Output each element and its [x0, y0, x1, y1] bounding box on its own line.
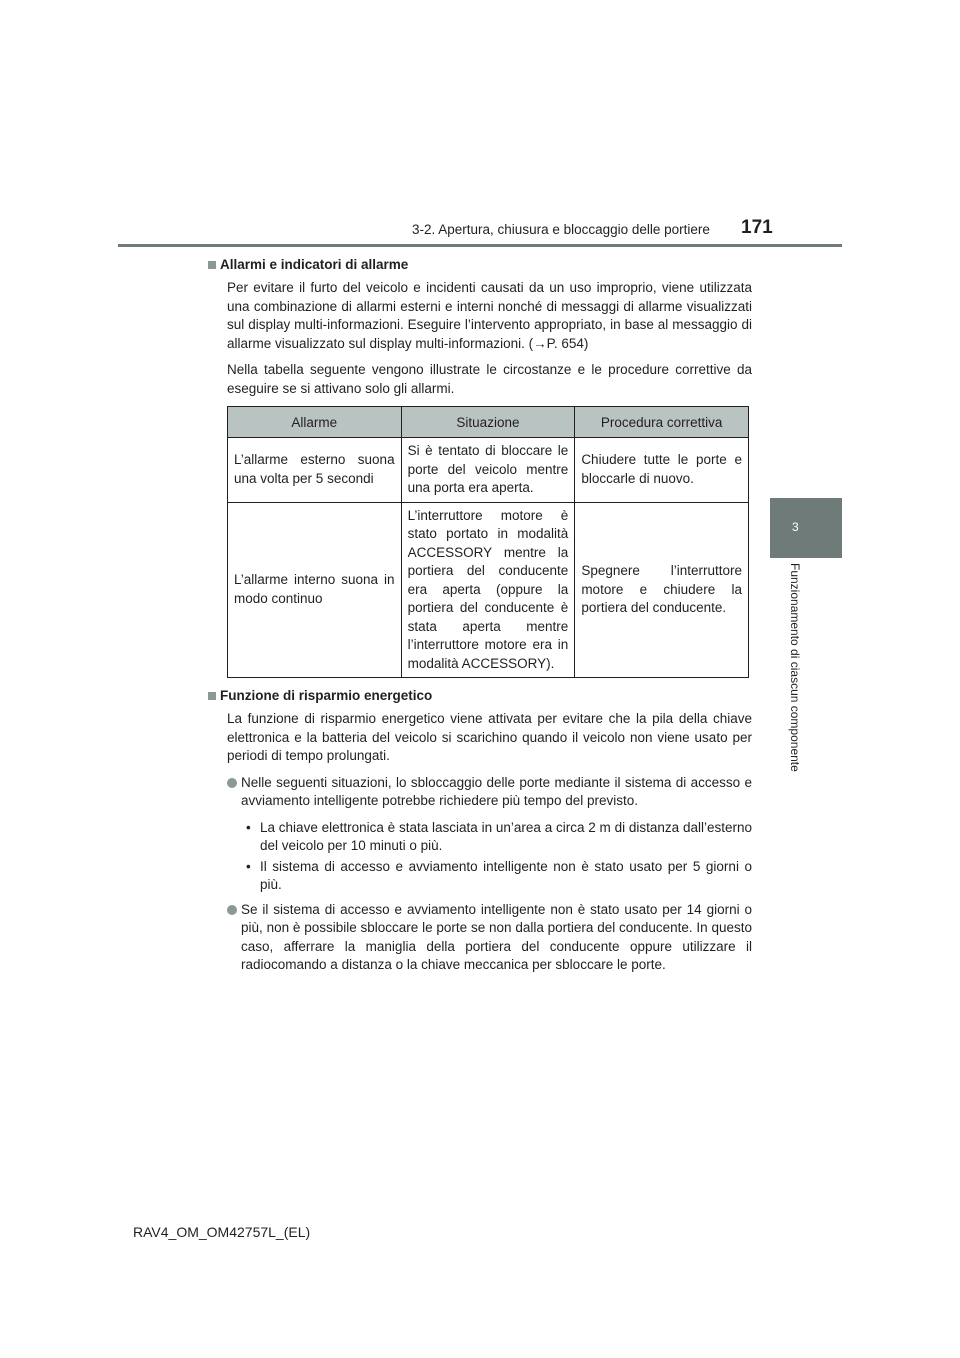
table-cell: L’allarme esterno suona una volta per 5 secondi — [228, 438, 402, 503]
bullet-text: Se il sistema di accesso e avviamento intelligente non è stato usato per 14 giorni o più, non è possibile sbloccare le porte se non dalla portiera del conducente. In questo caso, afferrare la maniglia della portiera del conducente oppure utilizzare il radiocomando a distanza o la chiave meccanica per sbloccare le porte. — [241, 901, 752, 972]
circle-bullet-icon — [227, 778, 237, 788]
alarm-table — [227, 406, 749, 678]
header-section-title: 3-2. Apertura, chiusura e bloccaggio delle portiere — [412, 222, 710, 237]
paragraph: Nella tabella seguente vengono illustrate le circostanze e le procedure correttive da eseguire se si attivano solo gli allarmi. — [227, 362, 752, 396]
chapter-tab — [770, 498, 842, 558]
table-cell: Si è tentato di bloccare le porte del veicolo mentre una porta era aperta. — [401, 438, 575, 503]
list-item — [246, 819, 752, 856]
table-row — [228, 438, 749, 503]
chapter-tab-label-container — [788, 563, 806, 793]
section-heading-text: Funzione di risparmio energetico — [220, 688, 433, 703]
table-cell: L’interruttore motore è stato portato in modalità ACCESSORY mentre la portiera del conducente era aperta (oppure la portiera del conducente è stata aperta mentre l’interruttore motore era in modalità ACCESSORY). — [401, 502, 575, 678]
paragraph: La funzione di risparmio energetico viene attivata per evitare che la pila della chiave elettronica e la batteria del veicolo si scarichino quando il veicolo non viene usato per periodi di tempo prolungati. — [227, 711, 752, 763]
table-header-row — [228, 407, 749, 438]
square-bullet-icon — [208, 692, 216, 700]
bullet-item — [227, 901, 752, 975]
list-item-text: Il sistema di accesso e avviamento intelligente non è stato usato per 5 giorni o più. — [260, 858, 752, 892]
page-number: 171 — [741, 217, 773, 238]
circle-bullet-icon — [227, 905, 237, 915]
paragraph: Per evitare il furto del veicolo e incidenti causati da un uso improprio, viene utilizzata una combinazione di allarmi esterni e interni nonché di messaggi di allarme visualizzati sul display multi-informazioni. Eseguire l’intervento appropriato, in base al messaggio di allarme visualizzato sul display multi-informazioni. (→P. 654) — [227, 280, 752, 351]
table-header-cell: Allarme — [228, 407, 402, 438]
chapter-number: 3 — [792, 520, 799, 534]
list-item-text: La chiave elettronica è stata lasciata in un’area a circa 2 m di distanza dall’esterno del veicolo per 10 minuti o più. — [260, 819, 752, 853]
section-heading-text: Allarmi e indicatori di allarme — [220, 257, 409, 272]
table-cell: Spegnere l’interruttore motore e chiudere la portiera del conducente. — [575, 502, 749, 678]
header-divider — [118, 244, 842, 247]
list-item — [246, 858, 752, 895]
dot-bullet-icon: • — [246, 858, 251, 874]
sub-list — [246, 819, 752, 895]
square-bullet-icon — [208, 261, 216, 269]
table-cell: Chiudere tutte le porte e bloccarle di nuovo. — [575, 438, 749, 503]
table-header-cell: Situazione — [401, 407, 575, 438]
bullet-item — [227, 774, 752, 811]
main-content — [208, 256, 752, 983]
table-header-cell: Procedura correttiva — [575, 407, 749, 438]
chapter-tab-label: Funzionamento di ciascun componente — [788, 563, 802, 772]
dot-bullet-icon: • — [246, 819, 251, 835]
section-heading-alarms — [208, 256, 752, 274]
bullet-text: Nelle seguenti situazioni, lo sbloccaggio delle porte mediante il sistema di accesso e avviamento intelligente potrebbe richiedere più tempo del previsto. — [241, 774, 752, 808]
table-cell: L’allarme interno suona in modo continuo — [228, 502, 402, 678]
section-heading-energy-saving — [208, 687, 752, 705]
table-row — [228, 502, 749, 678]
document-code-footer: RAV4_OM_OM42757L_(EL) — [133, 1224, 311, 1240]
